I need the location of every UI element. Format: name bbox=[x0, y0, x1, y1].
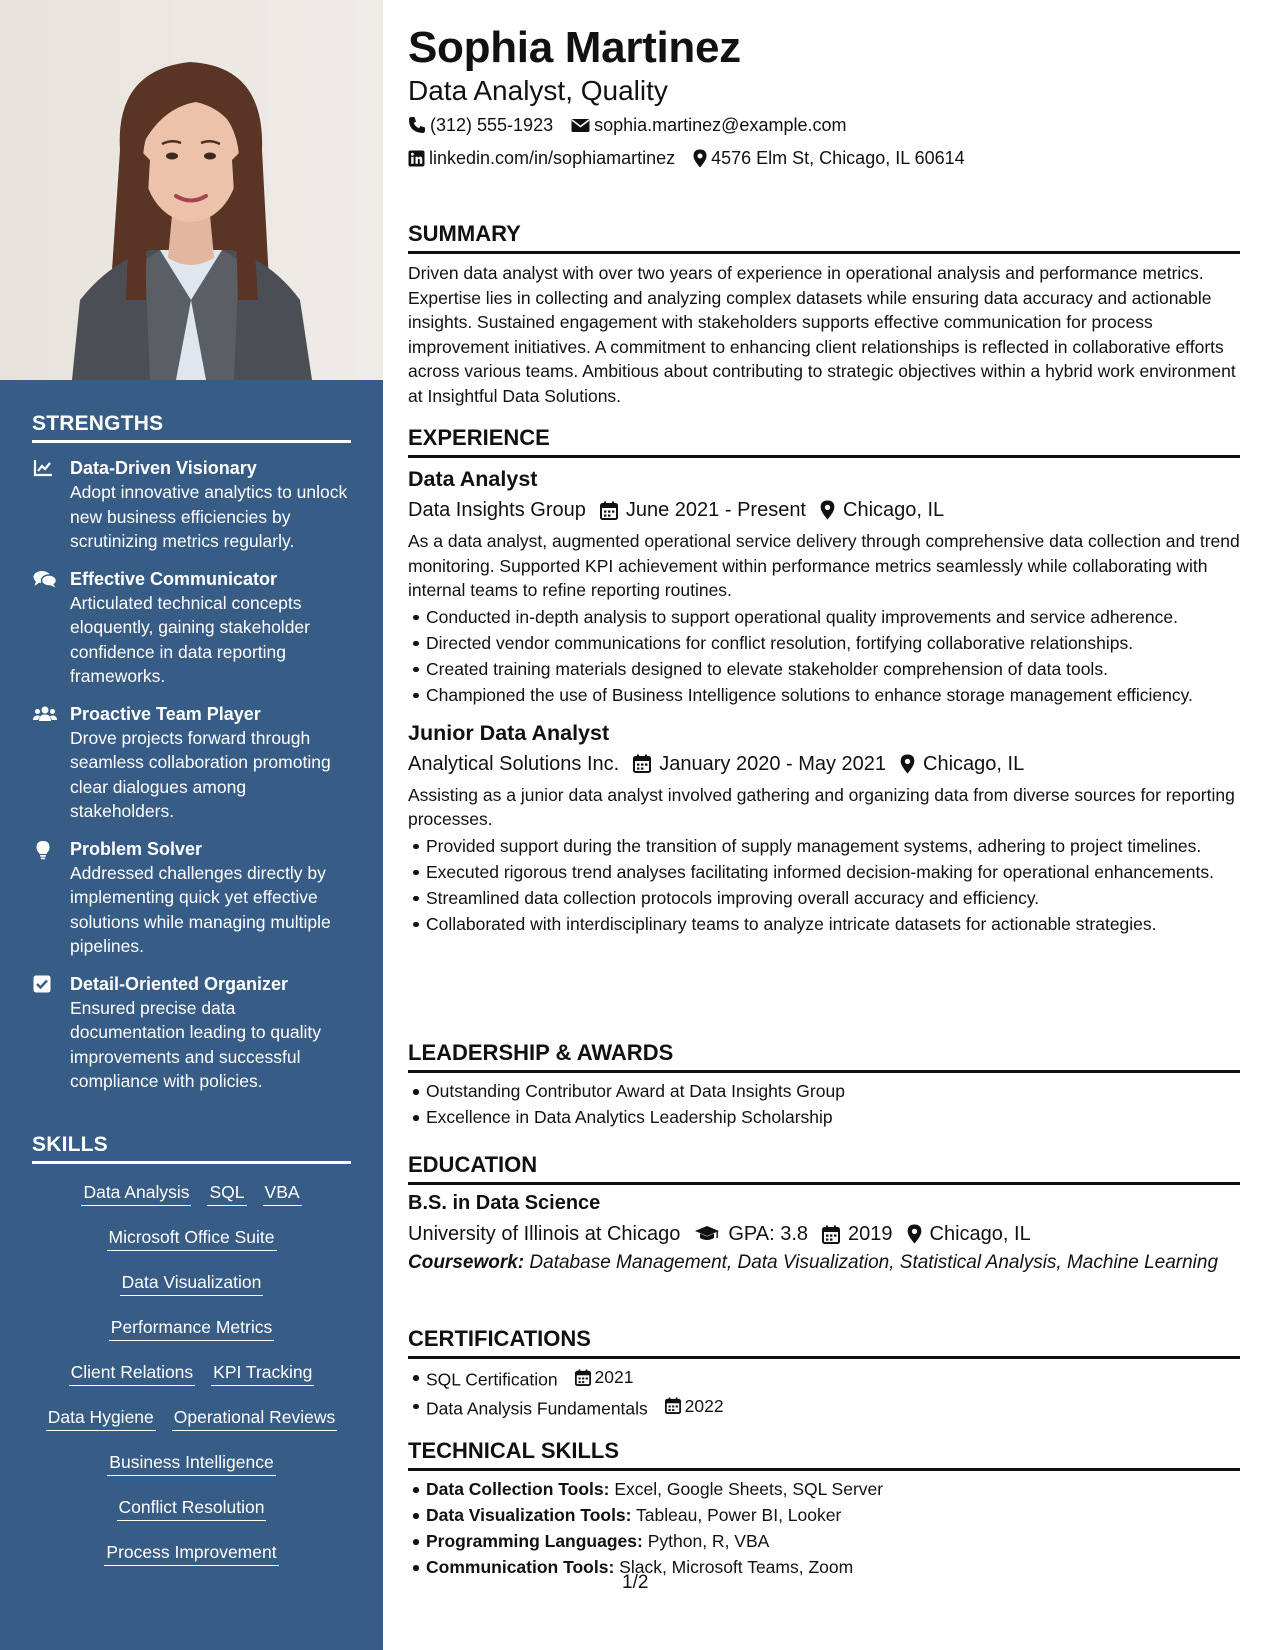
skill-tag: Microsoft Office Suite bbox=[107, 1225, 277, 1251]
job-company: Analytical Solutions Inc. bbox=[408, 752, 620, 775]
linkedin-link[interactable]: linkedin.com/in/sophiamartinez bbox=[429, 148, 676, 168]
phone-icon bbox=[408, 116, 426, 134]
list-item: Championed the use of Business Intelligence solutions to enhance storage management efficiency. bbox=[408, 683, 1240, 707]
list-item: Streamlined data collection protocols improving overall accuracy and efficiency. bbox=[408, 886, 1240, 910]
strength-item bbox=[32, 702, 351, 824]
job-location: Chicago, IL bbox=[923, 752, 1025, 775]
graduation-cap-icon bbox=[694, 1225, 720, 1243]
cert-year: 2021 bbox=[594, 1367, 634, 1387]
skill-row bbox=[32, 1264, 351, 1309]
experience-title: EXPERIENCE bbox=[408, 424, 1240, 458]
list-item: Outstanding Contributor Award at Data Insights Group bbox=[408, 1079, 1240, 1103]
job-dates: June 2021 - Present bbox=[625, 499, 806, 521]
skill-tag: Conflict Resolution bbox=[117, 1495, 267, 1521]
list-item: Created training materials designed to elevate stakeholder comprehension of data tools. bbox=[408, 657, 1240, 681]
tech-skill-label: Programming Languages: bbox=[426, 1531, 643, 1551]
list-item bbox=[408, 1477, 1240, 1501]
skill-row bbox=[32, 1354, 351, 1399]
job-entry bbox=[408, 465, 1240, 707]
skill-row bbox=[32, 1219, 351, 1264]
list-item: Provided support during the transition of supply management systems, adhering to project timelines. bbox=[408, 834, 1240, 858]
checkbox-icon bbox=[32, 972, 70, 1094]
envelope-icon bbox=[571, 118, 590, 133]
contact-row bbox=[408, 146, 965, 170]
skill-row bbox=[32, 1444, 351, 1489]
technical-skills-title: TECHNICAL SKILLS bbox=[408, 1437, 1240, 1471]
skill-tag: SQL bbox=[207, 1180, 246, 1206]
tech-skill-label: Data Visualization Tools: bbox=[426, 1505, 632, 1525]
skill-row bbox=[32, 1534, 351, 1579]
strength-item bbox=[32, 972, 351, 1094]
job-bullets bbox=[408, 834, 1240, 936]
coursework-label: Coursework: bbox=[408, 1252, 525, 1273]
linkedin-icon bbox=[408, 150, 425, 167]
job-description: As a data analyst, augmented operational service delivery through comprehensive data collection and trend monitoring. Supported KPI achievement within performance metrics seamlessly while collaborating with internal teams to refine reporting routines. bbox=[408, 531, 1240, 600]
job-company: Data Insights Group bbox=[408, 499, 586, 521]
tech-skill-value: Slack, Microsoft Teams, Zoom bbox=[619, 1557, 854, 1577]
list-item: Collaborated with interdisciplinary teams to analyze intricate datasets for actionable strategies. bbox=[408, 912, 1240, 936]
strength-item bbox=[32, 567, 351, 689]
skill-tag: Data Visualization bbox=[120, 1270, 264, 1296]
list-item bbox=[408, 1503, 1240, 1527]
cert-name: Data Analysis Fundamentals bbox=[426, 1398, 648, 1418]
comments-icon bbox=[32, 567, 70, 689]
school: University of Illinois at Chicago bbox=[408, 1223, 681, 1245]
strength-desc: Adopt innovative analytics to unlock new business efficiencies by scrutinizing metrics regularly. bbox=[70, 482, 348, 551]
strength-title: Data-Driven Visionary bbox=[70, 458, 257, 478]
sidebar bbox=[0, 0, 383, 1650]
strength-desc: Addressed challenges directly by implementing quick yet effective solutions while managing multiple pipelines. bbox=[70, 862, 331, 956]
leadership-title: LEADERSHIP & AWARDS bbox=[408, 1039, 1240, 1073]
calendar-icon bbox=[600, 501, 618, 520]
cert-year: 2022 bbox=[684, 1395, 724, 1416]
certifications-title: CERTIFICATIONS bbox=[408, 1325, 1240, 1359]
phone-number: (312) 555-1923 bbox=[430, 115, 554, 135]
skill-tag: Client Relations bbox=[69, 1360, 196, 1386]
email-link[interactable]: sophia.martinez@example.com bbox=[594, 115, 847, 135]
education-title: EDUCATION bbox=[408, 1151, 1240, 1185]
list-item: Excellence in Data Analytics Leadership Scholarship bbox=[408, 1105, 1240, 1129]
location-pin-icon bbox=[820, 500, 835, 520]
list-item: Directed vendor communications for conflict resolution, fortifying collaborative relationships. bbox=[408, 631, 1240, 655]
technical-skills-section bbox=[408, 1437, 1240, 1579]
tech-skill-value: Tableau, Power BI, Looker bbox=[636, 1505, 842, 1525]
experience-section bbox=[408, 424, 1240, 936]
job-dates: January 2020 - May 2021 bbox=[659, 752, 887, 775]
skill-row bbox=[32, 1174, 351, 1219]
location-pin-icon bbox=[693, 149, 707, 168]
users-icon bbox=[32, 702, 70, 824]
list-item: Executed rigorous trend analyses facilitating informed decision-making for operational enhancements. bbox=[408, 860, 1240, 884]
page-number: 1/2 bbox=[622, 1572, 649, 1593]
job-title: Data Analyst bbox=[408, 467, 538, 491]
strength-item bbox=[32, 456, 351, 554]
certifications-list bbox=[408, 1365, 1240, 1420]
strength-item bbox=[32, 837, 351, 959]
calendar-icon bbox=[575, 1369, 591, 1386]
profile-photo bbox=[0, 0, 383, 380]
list-item bbox=[408, 1555, 1240, 1579]
summary-section bbox=[408, 220, 1240, 408]
coursework-list: Database Management, Data Visualization, Statistical Analysis, Machine Learning bbox=[529, 1252, 1219, 1273]
calendar-icon bbox=[822, 1225, 840, 1244]
strength-desc: Ensured precise data documentation leading to quality improvements and successful compliance with policies. bbox=[70, 997, 322, 1091]
candidate-role: Data Analyst, Quality bbox=[408, 75, 668, 106]
cert-name: SQL Certification bbox=[426, 1369, 558, 1390]
technical-skills-list bbox=[408, 1477, 1240, 1579]
skills-section bbox=[32, 1133, 351, 1579]
list-item: Conducted in-depth analysis to support operational quality improvements and service adherence. bbox=[408, 605, 1240, 629]
graduation-year: 2019 bbox=[848, 1223, 893, 1245]
skill-row bbox=[32, 1309, 351, 1354]
leadership-section bbox=[408, 1039, 1240, 1129]
job-entry bbox=[408, 719, 1240, 936]
location-pin-icon bbox=[907, 1224, 922, 1244]
education-location: Chicago, IL bbox=[929, 1223, 1031, 1245]
job-description: Assisting as a junior data analyst involved gathering and organizing data from diverse sources for reporting processes. bbox=[408, 784, 1235, 829]
lightbulb-icon bbox=[32, 837, 70, 959]
calendar-icon bbox=[633, 754, 651, 773]
strength-title: Problem Solver bbox=[70, 838, 203, 859]
calendar-icon bbox=[665, 1397, 681, 1414]
skills-title: SKILLS bbox=[32, 1133, 351, 1164]
tech-skill-value: Excel, Google Sheets, SQL Server bbox=[614, 1479, 884, 1499]
skill-tag: Data Hygiene bbox=[46, 1405, 156, 1431]
strength-title: Detail-Oriented Organizer bbox=[70, 973, 289, 994]
summary-text: Driven data analyst with over two years of experience in operational analysis and performance metrics. Expertise lies in collecting and analyzing complex datasets while ensuring data accuracy and actionable insights. Sustained engagement with stakeholders supports effective communication for process improvement initiatives. A commitment to enhancing client relationships is reflected in collaborative efforts across various teams. Ambitious about contributing to strategic objectives within a hybrid work environment at Insightful Data Solutions. bbox=[408, 263, 1236, 406]
strength-desc: Articulated technical concepts eloquently, gaining stakeholder confidence in data reporting frameworks. bbox=[70, 592, 310, 686]
strength-desc: Drove projects forward through seamless collaboration promoting clear dialogues among stakeholders. bbox=[70, 727, 331, 821]
skill-tag: Process Improvement bbox=[104, 1540, 278, 1566]
summary-title: SUMMARY bbox=[408, 220, 1240, 254]
list-item bbox=[408, 1394, 1240, 1421]
skill-tag: Business Intelligence bbox=[107, 1450, 275, 1476]
list-item bbox=[408, 1529, 1240, 1553]
address: 4576 Elm St, Chicago, IL 60614 bbox=[711, 148, 965, 168]
coursework bbox=[408, 1251, 1240, 1276]
skill-row bbox=[32, 1489, 351, 1534]
contact-row bbox=[408, 113, 846, 137]
strength-title: Effective Communicator bbox=[70, 568, 278, 589]
tech-skill-value: Python, R, VBA bbox=[647, 1531, 770, 1551]
education-section bbox=[408, 1151, 1240, 1276]
skill-tag: Data Analysis bbox=[81, 1180, 191, 1206]
leadership-list bbox=[408, 1079, 1240, 1129]
tech-skill-label: Data Collection Tools: bbox=[426, 1479, 610, 1499]
skill-tag: KPI Tracking bbox=[211, 1360, 314, 1386]
job-location: Chicago, IL bbox=[843, 499, 945, 521]
tech-skill-label: Communication Tools: bbox=[426, 1557, 615, 1577]
location-pin-icon bbox=[900, 754, 915, 774]
strength-title: Proactive Team Player bbox=[70, 703, 261, 724]
strengths-title: STRENGTHS bbox=[32, 412, 351, 443]
strengths-section bbox=[32, 412, 351, 1094]
job-title: Junior Data Analyst bbox=[408, 720, 610, 745]
job-bullets bbox=[408, 605, 1240, 707]
gpa: GPA: 3.8 bbox=[728, 1223, 809, 1245]
chart-line-icon bbox=[32, 456, 70, 554]
certifications-section bbox=[408, 1325, 1240, 1420]
skill-tag: Operational Reviews bbox=[172, 1405, 337, 1431]
skill-tag: VBA bbox=[263, 1180, 302, 1206]
skill-row bbox=[32, 1399, 351, 1444]
candidate-name: Sophia Martinez bbox=[408, 23, 741, 72]
skill-tag: Performance Metrics bbox=[109, 1315, 274, 1341]
degree: B.S. in Data Science bbox=[408, 1192, 601, 1214]
list-item bbox=[408, 1365, 1240, 1392]
